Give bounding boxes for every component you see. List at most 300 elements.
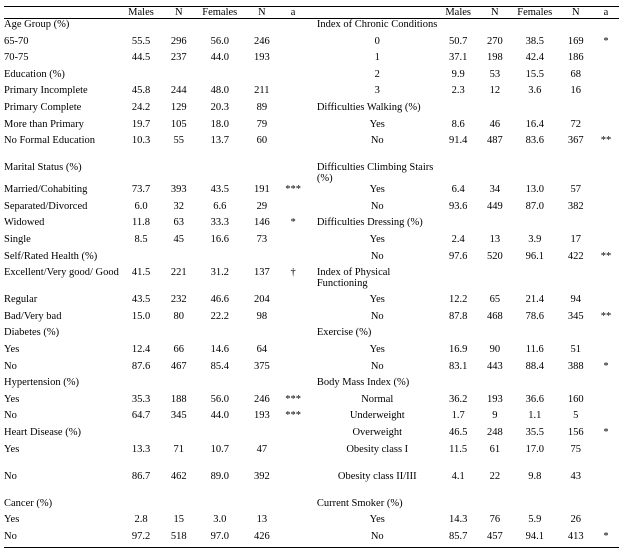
row-label-left: Education (%)	[4, 68, 65, 80]
row-label-left: No	[4, 470, 17, 482]
cell-sig-left	[280, 498, 306, 515]
cell-n-females-left: 98	[256, 310, 268, 322]
cell-females-right	[511, 217, 558, 234]
cell-n-females-right: 68	[570, 68, 581, 80]
cell-males-right: 11.5	[449, 443, 468, 455]
cell-n-females-right: 94	[570, 294, 581, 306]
row-label-right: Obesity class I	[346, 443, 409, 455]
cell-sig-left	[280, 251, 306, 268]
row-label-right: Exercise (%)	[316, 327, 372, 339]
cell-n-males-left: 66	[173, 343, 185, 355]
cell-gap	[306, 201, 317, 218]
cell-sig-right: *	[603, 426, 609, 438]
cell-sig-right	[593, 102, 619, 119]
header-right-n2: N	[559, 7, 594, 19]
cell-sig-left	[280, 311, 306, 328]
cell-n-males-left: 221	[170, 267, 187, 279]
cell-males-left: 19.7	[131, 118, 151, 130]
table-row	[4, 498, 619, 515]
cell-males-right: 83.1	[448, 360, 468, 372]
cell-males-left: 8.5	[134, 233, 148, 245]
cell-n-males-right: 34	[489, 184, 501, 196]
cell-females-left	[196, 377, 243, 394]
cell-sig-right: **	[600, 250, 612, 262]
cell-n-males-right	[479, 162, 511, 184]
cell-males-left: 13.3	[131, 443, 151, 455]
row-label-right: Normal	[361, 393, 394, 405]
cell-sig-left: ***	[285, 393, 301, 405]
cell-n-males-right	[479, 19, 511, 36]
cell-n-females-left	[244, 377, 281, 394]
header-gap	[306, 7, 317, 19]
cell-n-males-left: 15	[173, 514, 185, 526]
cell-females-right: 5.9	[528, 514, 542, 526]
cell-females-right: 1.1	[528, 410, 542, 422]
cell-n-females-left: 193	[253, 52, 270, 64]
cell-n-males-left: 345	[170, 410, 187, 422]
cell-males-left	[121, 69, 162, 86]
cell-females-right: 42.4	[525, 52, 544, 64]
cell-gap	[306, 311, 317, 328]
cell-males-right: 50.7	[448, 35, 468, 47]
cell-males-right	[438, 327, 479, 344]
cell-sig-right	[593, 119, 619, 136]
cell-n-females-left: 392	[253, 470, 270, 482]
cell-sig-right: *	[603, 360, 609, 372]
cell-n-males-left: 55	[173, 135, 185, 147]
cell-males-right: 37.1	[448, 52, 468, 64]
cell-sig-left: ***	[285, 184, 301, 196]
cell-sig-left	[280, 361, 306, 378]
cell-n-males-right: 13	[489, 233, 501, 245]
cell-sig-right	[593, 410, 619, 427]
table-row	[4, 162, 619, 184]
cell-n-females-left	[244, 162, 281, 184]
cell-gap	[306, 361, 317, 378]
cell-n-males-right: 53	[489, 68, 501, 80]
cell-n-females-left	[244, 427, 281, 444]
cell-n-females-left: 193	[253, 410, 270, 422]
cell-males-right	[438, 19, 479, 36]
table-row	[4, 377, 619, 394]
header-left-blank	[4, 7, 121, 19]
cell-sig-right	[593, 267, 619, 294]
table-row	[4, 102, 619, 119]
cell-females-right	[511, 102, 558, 119]
table-row	[4, 36, 619, 53]
cell-sig-left	[280, 377, 306, 394]
cell-n-females-left: 426	[244, 531, 281, 548]
cell-gap	[306, 162, 317, 184]
cell-males-left: 11.8	[132, 217, 151, 229]
cell-females-right: 36.6	[525, 393, 544, 405]
cell-males-left: 12.4	[131, 343, 151, 355]
cell-sig-left	[280, 19, 306, 36]
cell-n-females-right	[559, 267, 594, 294]
cell-males-left: 87.6	[131, 360, 151, 372]
row-label-right: No	[370, 250, 384, 262]
cell-sig-right	[593, 201, 619, 218]
cell-n-males-right: 487	[486, 135, 503, 147]
row-label-right: Yes	[369, 294, 385, 306]
row-label-left: 65-70	[4, 35, 29, 47]
row-label-left: Separated/Divorced	[4, 200, 88, 212]
cell-n-males-right: 61	[489, 443, 501, 455]
row-label-left: Self/Rated Health (%)	[4, 250, 98, 262]
row-label-right: No	[370, 310, 384, 322]
cell-males-right	[438, 102, 479, 119]
cell-n-males-left: 393	[170, 184, 187, 196]
row-label-right: Body Mass Index (%)	[316, 377, 410, 389]
cell-n-males-left: 80	[173, 310, 185, 322]
cell-females-right: 83.6	[525, 135, 544, 147]
cell-males-right	[438, 267, 479, 294]
row-label-left: Heart Disease (%)	[4, 426, 81, 438]
cell-sig-left: *	[290, 217, 296, 229]
cell-n-females-right: 156	[567, 426, 584, 438]
cell-males-left	[121, 162, 162, 184]
cell-sig-right	[593, 294, 619, 311]
header-right-a: a	[593, 7, 619, 19]
row-label-right: Difficulties Walking (%)	[316, 101, 421, 113]
table-row	[4, 267, 619, 294]
cell-n-females-right: 75	[570, 443, 581, 455]
cell-n-males-left	[162, 377, 197, 394]
row-label-right: Yes	[369, 233, 385, 245]
cell-n-males-right: 520	[486, 250, 503, 262]
cell-n-males-right	[479, 102, 511, 119]
cell-gap	[306, 410, 317, 427]
cell-sig-right	[593, 514, 619, 531]
table-row	[4, 361, 619, 378]
cell-n-females-right: 186	[567, 52, 584, 64]
cell-n-females-right	[559, 102, 594, 119]
table-row	[4, 427, 619, 444]
cell-males-left	[121, 377, 162, 394]
row-label-left: Yes	[4, 343, 20, 355]
cell-males-right: 2.4	[451, 233, 465, 245]
cell-sig-right: *	[593, 531, 619, 548]
cell-sig-right: *	[603, 35, 609, 47]
cell-gap	[306, 514, 317, 531]
cell-females-right: 16.4	[525, 118, 544, 130]
cell-females-left: 97.0	[196, 531, 243, 548]
cell-females-left: 33.3	[210, 217, 229, 229]
row-label-left: Single	[4, 233, 31, 245]
cell-gap	[306, 184, 317, 201]
cell-n-females-right: 382	[567, 200, 584, 212]
cell-females-right: 11.6	[525, 343, 544, 355]
cell-n-females-right	[559, 498, 594, 515]
cell-sig-left	[280, 234, 306, 251]
cell-sig-right	[593, 394, 619, 411]
cell-sig-left	[280, 444, 306, 471]
row-label-right: 1	[374, 52, 380, 64]
cell-sig-left	[280, 327, 306, 344]
cell-n-males-left: 63	[173, 217, 185, 229]
row-label-right: Underweight	[349, 410, 405, 422]
header-left-females: Females	[196, 7, 243, 19]
table-row	[4, 294, 619, 311]
cell-males-right: 93.6	[448, 200, 468, 212]
cell-males-left	[121, 327, 162, 344]
row-label-left: Yes	[4, 514, 20, 526]
cell-n-males-right	[479, 217, 511, 234]
row-label-left: No	[4, 531, 121, 548]
cell-females-right	[511, 377, 558, 394]
table-row	[4, 85, 619, 102]
cell-n-females-right: 43	[570, 470, 581, 482]
cell-sig-left	[280, 344, 306, 361]
cell-sig-left	[280, 471, 306, 498]
cell-females-right	[511, 19, 558, 36]
cell-n-males-right	[479, 267, 511, 294]
row-label-left: Hypertension (%)	[4, 377, 79, 389]
cell-n-males-left: 518	[162, 531, 197, 548]
cell-females-left: 20.3	[210, 101, 229, 113]
cell-females-right: 17.0	[525, 443, 544, 455]
cell-females-left	[196, 498, 243, 515]
cell-n-females-right: 26	[570, 514, 581, 526]
cell-n-females-left: 204	[253, 294, 270, 306]
header-left-males: Males	[121, 7, 162, 19]
cell-n-females-left: 79	[256, 118, 268, 130]
row-label-right: 0	[374, 35, 380, 47]
row-label-left: More than Primary	[4, 118, 84, 130]
cell-n-females-right: 388	[567, 360, 584, 372]
cell-gap	[306, 471, 317, 498]
cell-males-right: 46.5	[448, 426, 468, 438]
cell-sig-right	[593, 327, 619, 344]
cell-n-females-left: 211	[254, 85, 270, 97]
cell-n-males-right: 248	[486, 426, 503, 438]
row-label-left: Yes	[4, 393, 20, 405]
table-row	[4, 394, 619, 411]
cell-females-right: 13.0	[525, 184, 544, 196]
cell-n-females-right: 422	[567, 250, 584, 262]
cell-n-females-left: 73	[256, 233, 268, 245]
row-label-right: Yes	[369, 343, 385, 355]
table-header-row	[4, 7, 619, 19]
cell-n-males-left: 237	[170, 52, 187, 64]
cell-gap	[306, 531, 317, 548]
row-label-right: Yes	[369, 118, 385, 130]
cell-females-right: 87.0	[525, 200, 544, 212]
cell-sig-right	[593, 444, 619, 471]
cell-gap	[306, 427, 317, 444]
cell-sig-left	[280, 531, 306, 548]
cell-females-right: 35.5	[525, 426, 544, 438]
cell-males-right	[438, 162, 479, 184]
cell-females-right: 88.4	[525, 360, 544, 372]
cell-sig-right	[593, 471, 619, 498]
row-label-right: No	[317, 531, 438, 548]
cell-females-left	[196, 19, 243, 36]
cell-n-males-right: 65	[489, 294, 501, 306]
cell-males-left: 41.5	[131, 267, 151, 279]
cell-males-left: 97.2	[121, 531, 162, 548]
cell-gap	[306, 36, 317, 53]
cell-males-right: 97.6	[448, 250, 468, 262]
row-label-left: Diabetes (%)	[4, 327, 60, 339]
cell-females-left	[196, 251, 243, 268]
cell-females-left: 56.0	[210, 35, 229, 47]
cell-females-right: 3.9	[528, 233, 542, 245]
row-label-left: Primary Complete	[4, 101, 82, 113]
header-left-a: a	[280, 7, 306, 19]
cell-females-left: 3.0	[213, 514, 227, 526]
cell-n-females-right: 367	[567, 135, 584, 147]
cell-females-right	[511, 162, 558, 184]
row-label-right: Difficulties Climbing Stairs (%)	[316, 162, 434, 185]
table-row	[4, 531, 619, 548]
table-row	[4, 19, 619, 36]
row-label-right: Yes	[369, 184, 385, 196]
row-label-left: Widowed	[4, 217, 45, 229]
cell-n-males-right: 270	[486, 35, 503, 47]
cell-gap	[306, 119, 317, 136]
header-right-n1: N	[479, 7, 511, 19]
cell-sig-right: **	[600, 135, 612, 147]
cell-n-females-left: 89	[256, 101, 268, 113]
cell-females-left	[196, 162, 243, 184]
table-row	[4, 444, 619, 471]
cell-females-right: 94.1	[511, 531, 558, 548]
row-label-right: Difficulties Dressing (%)	[316, 217, 423, 229]
cell-n-males-right	[479, 498, 511, 515]
cell-females-right	[511, 327, 558, 344]
cell-females-left: 46.6	[210, 294, 229, 306]
cell-sig-left	[280, 36, 306, 53]
cell-n-females-right	[559, 327, 594, 344]
cell-n-females-left: 29	[256, 200, 268, 212]
cell-n-males-left: 296	[170, 35, 187, 47]
table-row	[4, 251, 619, 268]
cell-sig-left: †	[290, 267, 296, 279]
table-row	[4, 119, 619, 136]
row-label-right: No	[370, 135, 384, 147]
cell-females-left: 22.2	[210, 310, 229, 322]
cell-females-left	[196, 327, 243, 344]
cell-females-left: 89.0	[210, 470, 229, 482]
cell-males-right: 14.3	[448, 514, 468, 526]
cell-females-left: 44.0	[210, 52, 229, 64]
row-label-left: Regular	[4, 294, 38, 306]
cell-males-right: 9.9	[451, 68, 465, 80]
table-row	[4, 327, 619, 344]
cell-sig-right	[593, 184, 619, 201]
row-label-left: No	[4, 410, 17, 422]
cell-gap	[306, 294, 317, 311]
cell-sig-right	[593, 162, 619, 184]
cell-gap	[306, 19, 317, 36]
cell-males-left: 10.3	[131, 135, 151, 147]
cell-females-left: 10.7	[210, 443, 229, 455]
cell-males-left	[121, 427, 162, 444]
cell-n-females-left: 191	[253, 184, 270, 196]
cell-n-females-right: 413	[559, 531, 594, 548]
cell-sig-right	[593, 69, 619, 86]
cell-n-males-left: 71	[173, 443, 185, 455]
cell-n-females-left	[244, 251, 281, 268]
table-row	[4, 311, 619, 328]
table-row	[4, 471, 619, 498]
cell-males-left: 44.5	[131, 52, 151, 64]
cell-n-males-right: 90	[489, 343, 501, 355]
cell-males-right: 85.7	[438, 531, 479, 548]
cell-males-right: 4.1	[451, 470, 465, 482]
cell-males-right: 87.8	[448, 310, 468, 322]
cell-n-females-left: 246	[253, 35, 270, 47]
cell-males-right: 1.7	[451, 410, 465, 422]
cell-n-males-left	[162, 19, 197, 36]
cell-gap	[306, 267, 317, 294]
cell-n-females-left: 47	[256, 443, 268, 455]
row-label-right: Index of Physical Functioning	[316, 267, 391, 290]
cell-n-females-left: 146	[253, 217, 270, 229]
cell-n-males-right: 443	[486, 360, 503, 372]
cell-females-left: 85.4	[210, 360, 229, 372]
cell-females-left: 18.0	[210, 118, 229, 130]
statistics-table	[4, 6, 619, 548]
cell-sig-left	[280, 294, 306, 311]
cell-n-females-left: 60	[256, 135, 268, 147]
cell-gap	[306, 102, 317, 119]
cell-males-right: 36.2	[448, 393, 468, 405]
cell-gap	[306, 135, 317, 162]
cell-males-right: 2.3	[451, 85, 465, 97]
cell-females-left: 56.0	[210, 393, 229, 405]
cell-n-males-right: 12	[489, 85, 501, 97]
cell-males-left: 45.8	[131, 85, 151, 97]
cell-n-males-right: 46	[489, 118, 501, 130]
cell-n-males-left: 462	[170, 470, 187, 482]
cell-gap	[306, 498, 317, 515]
cell-females-right: 15.5	[525, 68, 544, 80]
row-label-right: 3	[374, 85, 380, 97]
cell-n-females-right	[559, 19, 594, 36]
cell-gap	[306, 69, 317, 86]
cell-males-left: 35.3	[131, 393, 151, 405]
cell-gap	[306, 394, 317, 411]
row-label-left: Yes	[4, 443, 20, 455]
cell-n-females-left: 137	[253, 267, 270, 279]
cell-females-right: 3.6	[528, 85, 542, 97]
cell-females-left	[196, 69, 243, 86]
row-label-right: No	[370, 200, 384, 212]
table-body	[4, 19, 619, 548]
row-label-right: Obesity class II/III	[337, 470, 417, 482]
cell-n-males-right	[479, 327, 511, 344]
cell-sig-left	[280, 102, 306, 119]
cell-n-females-left	[244, 498, 281, 515]
cell-n-females-left	[244, 69, 281, 86]
row-label-left: Bad/Very bad	[4, 310, 62, 322]
cell-males-right: 16.9	[448, 343, 468, 355]
cell-n-males-right: 457	[479, 531, 511, 548]
cell-males-right	[438, 217, 479, 234]
cell-females-right: 96.1	[525, 250, 544, 262]
cell-n-males-left: 232	[170, 294, 187, 306]
table-row	[4, 410, 619, 427]
cell-n-females-left	[244, 19, 281, 36]
row-label-right: 2	[374, 68, 380, 80]
cell-n-females-right: 57	[570, 184, 581, 196]
row-label-left: No Formal Education	[4, 135, 95, 147]
table-row	[4, 234, 619, 251]
cell-sig-left	[280, 201, 306, 218]
cell-gap	[306, 85, 317, 102]
